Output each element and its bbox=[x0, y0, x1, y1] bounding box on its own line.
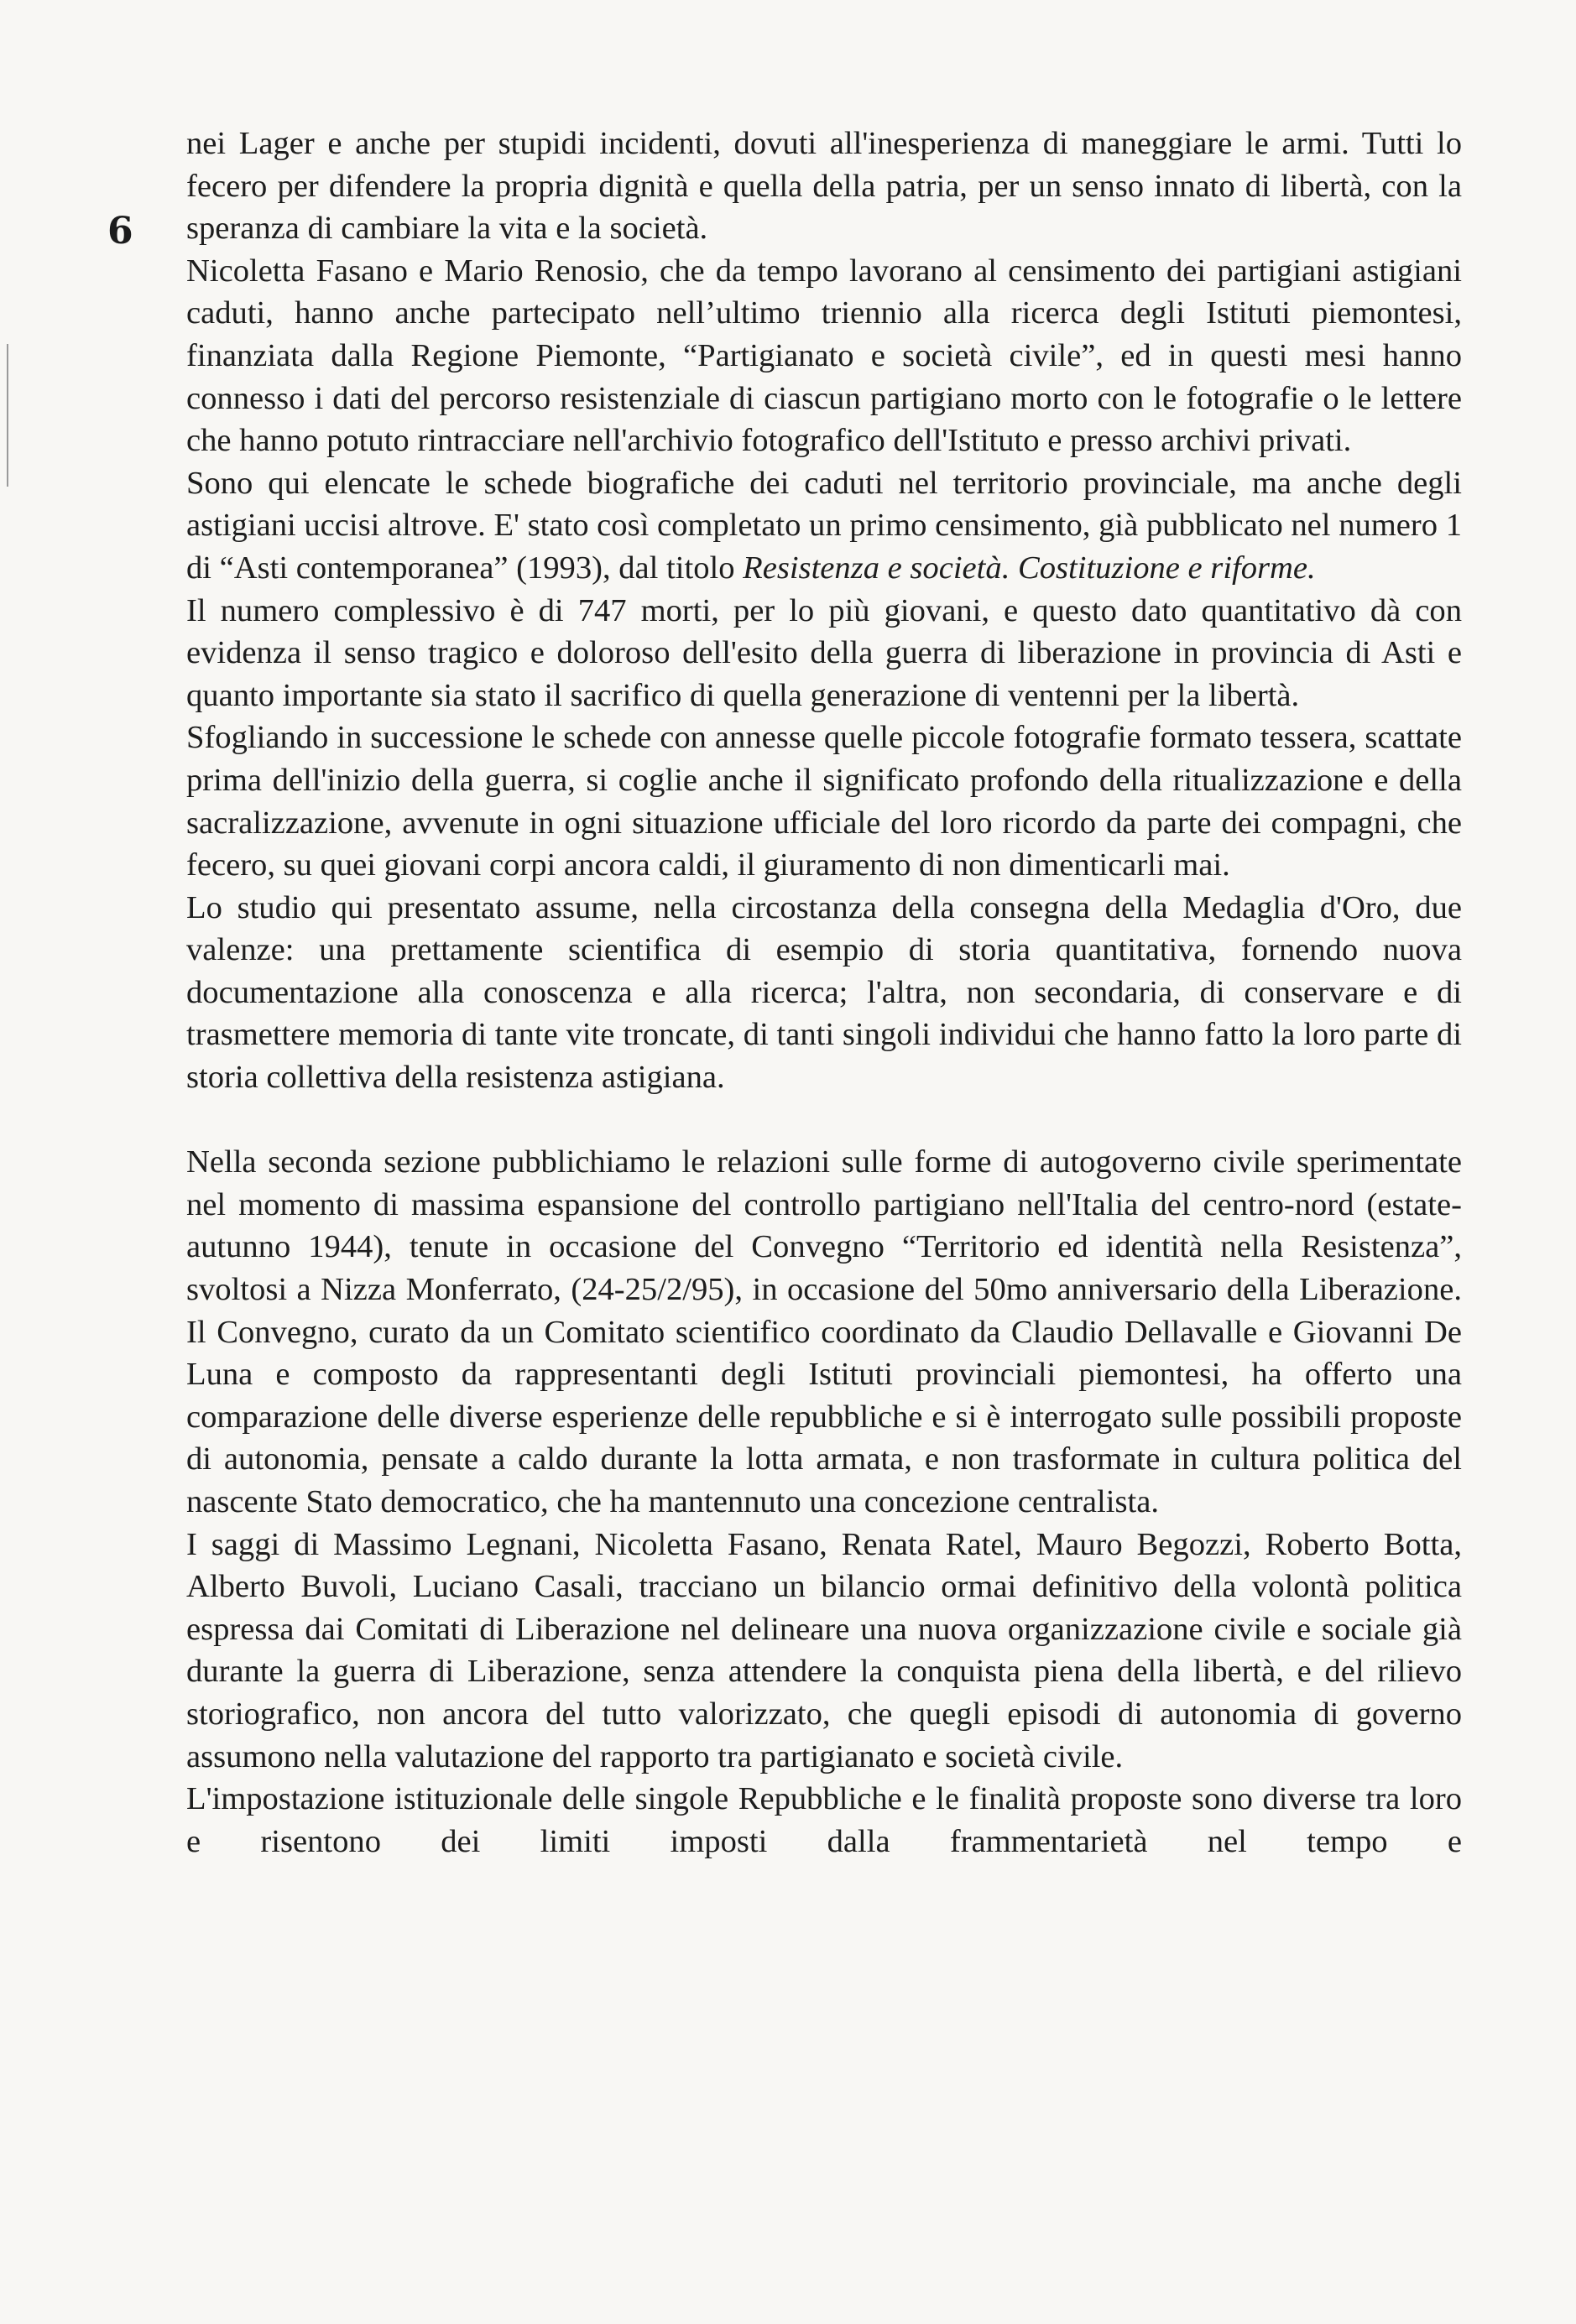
paragraph-3-text: Sono qui elencate le schede biografiche dei caduti nel territorio provinciale, ma anche degli astigiani uccisi altrove. E' stato così completato un primo censimento, già pubblicato nel numero 1 di “Asti contemporanea” (1993), dal titolo bbox=[186, 465, 1462, 586]
paragraph-7: Nella seconda sezione pubblichiamo le relazioni sulle forme di autogoverno civile sperimentate nel momento di massima espansione del controllo partigiano nell'Italia del centro-nord (estate-autunno 1944), tenute in occasione del Convegno “Territorio ed identità nella Resistenza”, svoltosi a Nizza Monferrato, (24-25/2/95), in occasione del 50mo anniversario della Liberazione. Il Convegno, curato da un Comitato scientifico coordinato da Claudio Dellavalle e Giovanni De Luna e composto da rappresentanti degli Istituti provinciali piemontesi, ha offerto una comparazione delle diverse esperienze delle repubbliche e si è interrogato sulle possibili proposte di autonomia, pensate a caldo durante la lotta armata, e non trasformate in cultura politica del nascente Stato democratico, che ha mantennuto una concezione centralista. bbox=[186, 1144, 1462, 1519]
paragraph-8: I saggi di Massimo Legnani, Nicoletta Fasano, Renata Ratel, Mauro Begozzi, Roberto Botta, Alberto Buvoli, Luciano Casali, tracciano un bilancio ormai definitivo della volontà politica espressa dai Comitati di Liberazione nel delineare una nuova organizzazione civile e sociale già durante la guerra di Liberazione, senza attendere la conquista piena della libertà, e del rilievo storiografico, non ancora del tutto valorizzato, che quegli episodi di autonomia di governo assumono nella valutazione del rapporto tra partigianato e società civile. bbox=[186, 1526, 1462, 1774]
paragraph-6: Lo studio qui presentato assume, nella circostanza della consegna della Medaglia d'Oro, due valenze: una prettamente scientifica di esempio di storia quantitativa, fornendo nuova documentazione alla conoscenza e alla ricerca; l'altra, non secondaria, di conservare e di trasmettere memoria di tante vite troncate, di tanti singoli individui che hanno fatto la loro parte di storia collettiva della resistenza astigiana. bbox=[186, 889, 1462, 1096]
paragraph-2: Nicoletta Fasano e Mario Renosio, che da tempo lavorano al censimento dei partigiani astigiani caduti, hanno anche partecipato nell’ultimo triennio alla ricerca degli Istituti piemontesi, finanziata dalla Regione Piemonte, “Partigianato e società civile”, ed in questi mesi hanno connesso i dati del percorso resistenziale di ciascun partigiano morto con le fotografie o le lettere che hanno potuto rintracciare nell'archivio fotografico dell'Istituto e presso archivi privati. bbox=[186, 253, 1462, 459]
body-text bbox=[186, 122, 1462, 1863]
scan-margin-line bbox=[7, 344, 8, 487]
paragraph-5: Sfogliando in successione le schede con annesse quelle piccole fotografie formato tessera, scattate prima dell'inizio della guerra, si coglie anche il significato profondo della ritualizzazione e della sacralizzazione, avvenute in ogni situazione ufficiale del loro ricordo da parte dei compagni, che fecero, su quei giovani corpi ancora caldi, il giuramento di non dimenticarli mai. bbox=[186, 720, 1462, 883]
paragraph-3 bbox=[186, 462, 1462, 590]
paragraph-9: L'impostazione istituzionale delle singole Repubbliche e le finalità proposte sono diverse tra loro e risentono dei limiti imposti dalla frammentarietà nel tempo e bbox=[186, 1781, 1462, 1859]
page-number: 6 bbox=[107, 210, 133, 253]
paragraph-4: Il numero complessivo è di 747 morti, per lo più giovani, e questo dato quantitativo dà con evidenza il senso tragico e doloroso dell'esito della guerra di liberazione in provincia di Asti e quanto importante sia stato il sacrifico di quella generazione di ventenni per la libertà. bbox=[186, 592, 1462, 713]
publication-title: Resistenza e società. Costituzione e riforme. bbox=[743, 550, 1316, 586]
paragraph-1: nei Lager e anche per stupidi incidenti, dovuti all'inesperienza di maneggiare le armi. Tutti lo fecero per difendere la propria dignità e quella della patria, per un senso innato di libertà, con la speranza di cambiare la vita e la società. bbox=[186, 126, 1462, 247]
